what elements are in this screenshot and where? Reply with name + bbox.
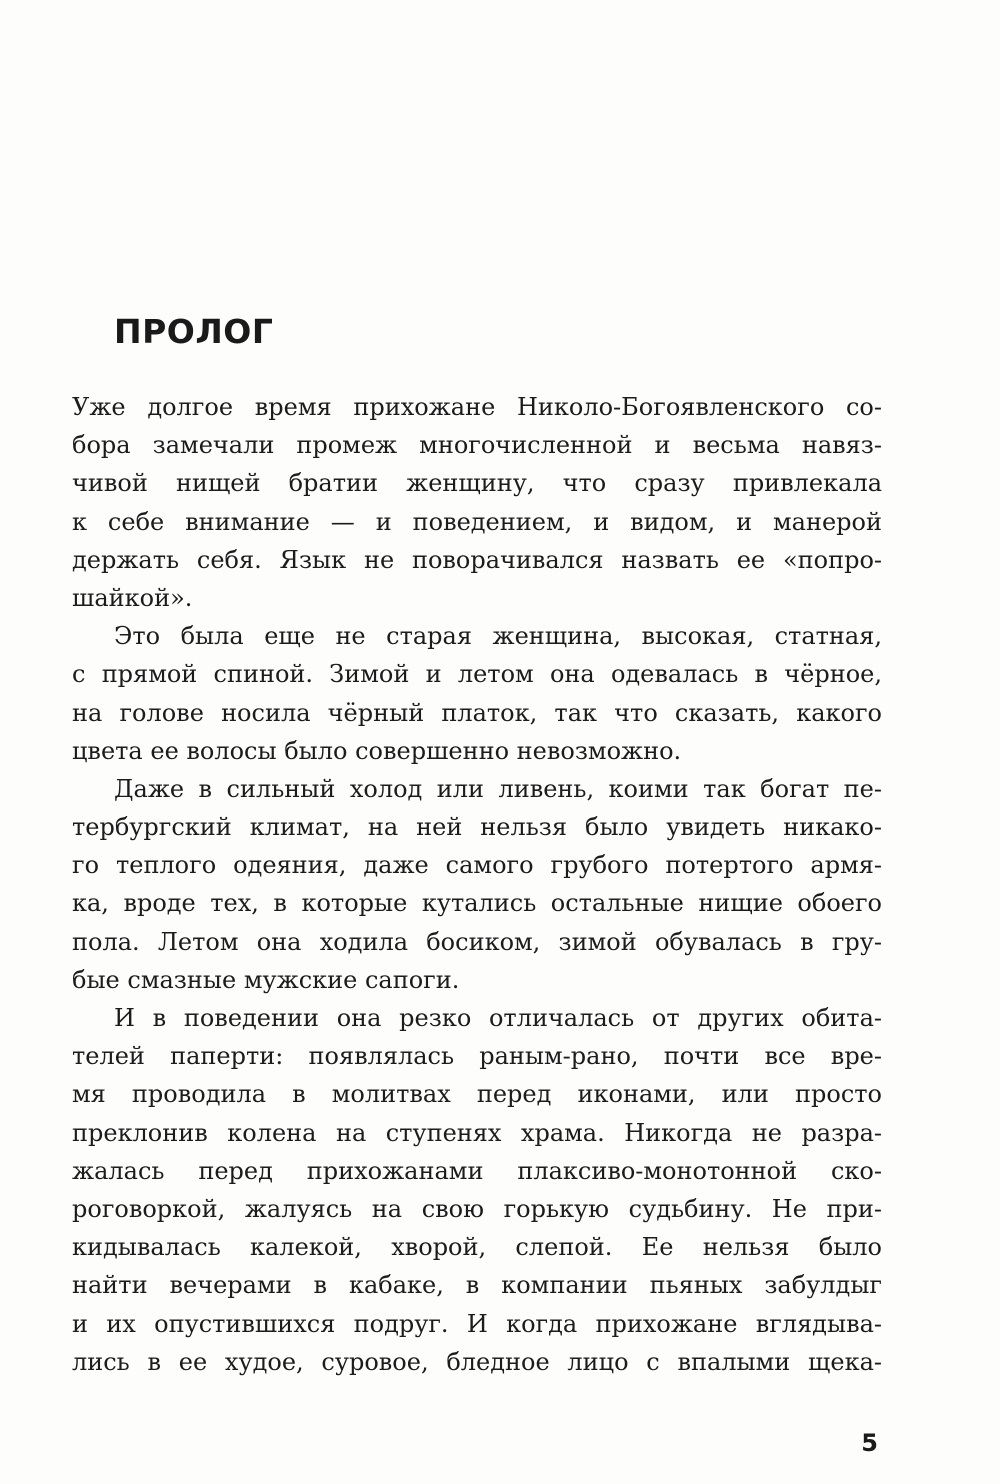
text-line: на голове носила чёрный платок, так что сказать, какого	[72, 698, 882, 727]
text-line: пола. Летом она ходила босиком, зимой обувалась в гру-	[72, 927, 882, 956]
text-line: тербургский климат, на ней нельзя было увидеть никако-	[72, 813, 882, 842]
text-line: Даже в сильный холод или ливень, коими так богат пе-	[114, 774, 882, 803]
text-line: Уже долгое время прихожане Николо-Богоявленского со-	[72, 393, 882, 421]
text-line: бора замечали промеж многочисленной и весьма навяз-	[72, 431, 882, 460]
text-line: и их опустившихся подруг. И когда прихожане вглядыва-	[72, 1309, 882, 1338]
text-line: телей паперти: появлялась раным-рано, почти все вре-	[72, 1042, 882, 1071]
chapter-title: ПРОЛОГ	[114, 312, 274, 351]
text-line: найти вечерами в кабаке, в компании пьяных забулдыг	[72, 1271, 882, 1300]
text-line: ка, вроде тех, в которые кутались остальные нищие обоего	[72, 889, 882, 918]
text-line: к себе внимание — и поведением, и видом, и манерой	[72, 507, 882, 536]
text-line: Это была еще не старая женщина, высокая, статная,	[114, 622, 882, 651]
text-line: мя проводила в молитвах перед иконами, или просто	[72, 1080, 882, 1109]
text-line: И в поведении она резко отличалась от других обита-	[114, 1004, 882, 1032]
text-line: лись в ее худое, суровое, бледное лицо с впалыми щека-	[72, 1347, 882, 1376]
text-line: бые смазные мужские сапоги.	[72, 965, 460, 994]
text-line: го теплого одеяния, даже самого грубого потертого армя-	[72, 851, 882, 880]
page-number: 5	[861, 1429, 878, 1457]
text-line: держать себя. Язык не поворачивался назвать ее «попро-	[72, 545, 882, 574]
text-line: цвета ее волосы было совершенно невозможно.	[72, 736, 682, 765]
text-line: с прямой спиной. Зимой и летом она одевалась в чёрное,	[72, 660, 882, 689]
body-text	[72, 388, 882, 1381]
text-line: роговоркой, жалуясь на свою горькую судьбину. Не при-	[72, 1194, 882, 1223]
text-line: жалась перед прихожанами плаксиво-монотонной ско-	[72, 1156, 882, 1185]
text-line: чивой нищей братии женщину, что сразу привлекала	[72, 469, 882, 498]
text-line: кидывалась калекой, хворой, слепой. Ее нельзя было	[72, 1233, 882, 1262]
text-line: преклонив колена на ступенях храма. Никогда не разра-	[72, 1118, 882, 1147]
text-line: шайкой».	[72, 583, 193, 612]
